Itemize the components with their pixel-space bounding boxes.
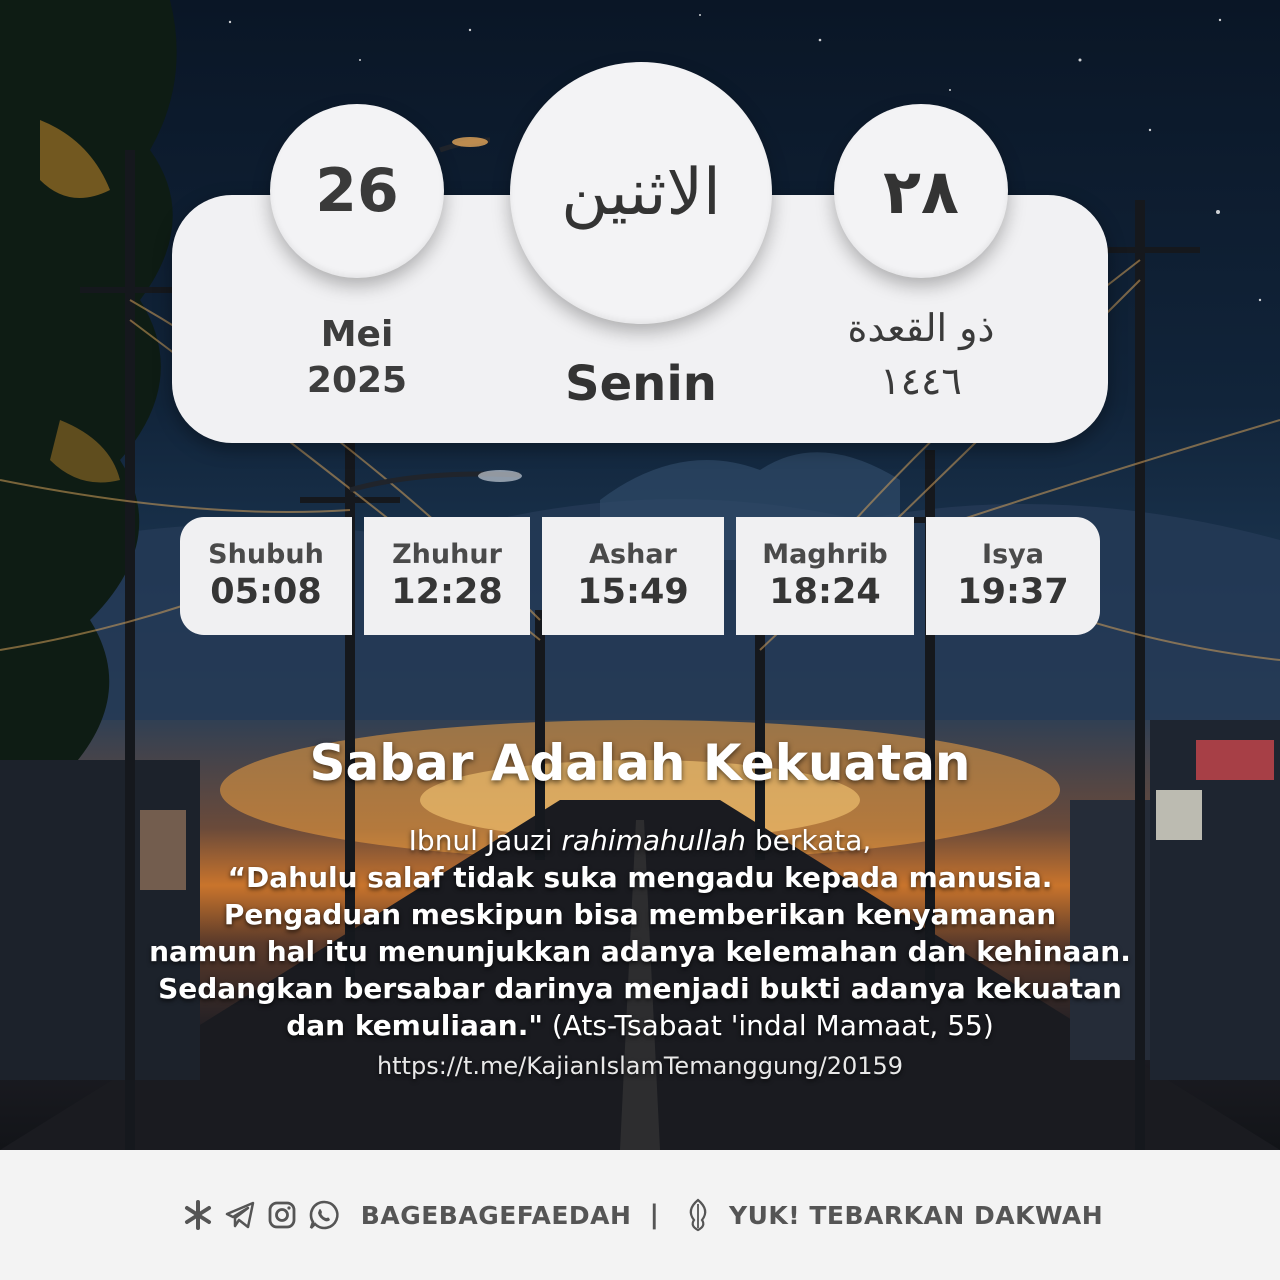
prayer-isya	[926, 517, 1100, 635]
telegram-icon[interactable]	[222, 1197, 258, 1233]
post-title: Sabar Adalah Kekuatan	[309, 734, 971, 792]
prayer-times	[180, 517, 1100, 635]
prayer-name: Shubuh	[208, 539, 324, 570]
quote-line: “Dahulu salaf tidak suka mengadu kepada manusia.	[227, 861, 1053, 894]
quote-line: namun hal itu menunjukkan adanya kelemahan dan kehinaan.	[149, 935, 1131, 968]
quote-last-line	[0, 1007, 1280, 1044]
whatsapp-icon[interactable]	[306, 1197, 342, 1233]
intro-text-end: berkata,	[746, 824, 872, 857]
prayer-ashar	[542, 517, 724, 635]
quote-intro	[0, 822, 1280, 859]
hijri-month: ذو القعدة	[847, 306, 995, 350]
arabic-day-circle	[510, 62, 772, 324]
gregorian-month: Mei	[320, 314, 394, 355]
footer-separator: |	[649, 1200, 659, 1230]
prayer-name: Maghrib	[762, 539, 888, 570]
source-link[interactable]: https://t.me/KajianIslamTemanggung/20159	[376, 1052, 904, 1080]
prayer-name: Zhuhur	[392, 539, 502, 570]
asterisk-icon	[180, 1197, 216, 1233]
gregorian-year: 2025	[306, 360, 408, 401]
footer-bar	[0, 1150, 1280, 1280]
intro-text: Ibnul Jauzi	[408, 824, 562, 857]
prayer-time: 15:49	[577, 572, 689, 612]
leaf-emblem-icon	[680, 1197, 716, 1233]
hijri-day-circle	[834, 104, 1008, 278]
arabic-day-name: الاثنين	[561, 156, 721, 230]
prayer-time: 12:28	[391, 572, 503, 612]
prayer-time: 18:24	[769, 572, 881, 612]
quote-block	[0, 822, 1280, 1044]
slogan: YUK! TEBARKAN DAKWAH	[728, 1200, 1104, 1230]
prayer-time: 05:08	[210, 572, 322, 612]
quote-reference: (Ats-Tsabaat 'indal Mamaat, 55)	[542, 1009, 994, 1042]
hijri-day: ٢٨	[883, 154, 959, 228]
intro-honorific: rahimahullah	[561, 824, 746, 857]
hijri-month-year	[834, 300, 1008, 406]
prayer-time: 19:37	[957, 572, 1069, 612]
instagram-icon[interactable]	[264, 1197, 300, 1233]
prayer-maghrib	[736, 517, 914, 635]
brand-name: BAGEBAGEFAEDAH	[360, 1200, 632, 1230]
prayer-shubuh	[180, 517, 352, 635]
quote-line: Pengaduan meskipun bisa memberikan kenyamanan	[223, 898, 1057, 931]
quote-line: Sedangkan bersabar darinya menjadi bukti adanya kekuatan	[158, 972, 1122, 1005]
prayer-zhuhur	[364, 517, 530, 635]
gregorian-day-circle	[270, 104, 444, 278]
gregorian-month-year	[270, 312, 444, 404]
prayer-name: Isya	[982, 539, 1044, 570]
hijri-year: ١٤٤٦	[880, 359, 962, 403]
day-name: Senin	[565, 356, 717, 412]
gregorian-day: 26	[315, 156, 399, 226]
quote-line: dan kemuliaan."	[286, 1009, 543, 1042]
prayer-name: Ashar	[589, 539, 677, 570]
